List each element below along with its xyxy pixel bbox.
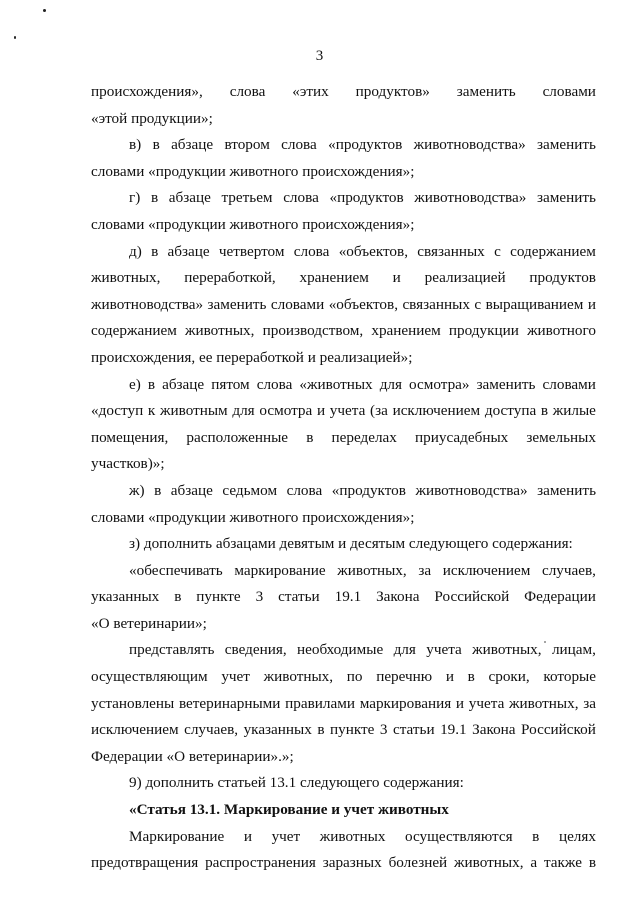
word: статьи	[278, 588, 320, 606]
text-line: происхождения, ее переработкой и реализацией»;	[91, 348, 413, 366]
word: содержанием	[91, 322, 177, 340]
text-line	[91, 398, 596, 425]
word: предотвращения	[91, 854, 199, 872]
word: в	[306, 428, 314, 446]
word: ж)	[129, 481, 145, 499]
word: за	[418, 561, 432, 579]
text-line: «этой продукции»;	[91, 109, 213, 127]
word: седьмом	[222, 481, 278, 499]
word: с	[474, 295, 482, 313]
word: перечню	[376, 668, 433, 686]
word: для	[232, 402, 255, 420]
word: абзаце	[168, 189, 211, 207]
word: установлены	[91, 694, 175, 712]
word: 3	[379, 721, 388, 739]
word: для	[379, 375, 402, 393]
word: заменить	[537, 481, 596, 499]
word: исключением	[91, 721, 179, 739]
word: животных	[319, 827, 386, 845]
word: в	[174, 588, 182, 606]
word: происхождения»,	[91, 83, 203, 100]
word: «объектов,	[338, 242, 408, 260]
word: хранением	[299, 269, 369, 287]
word: Закона	[472, 721, 516, 739]
word: осуществляющим	[91, 668, 208, 686]
word: «доступ	[91, 402, 144, 420]
text-line	[91, 132, 596, 159]
word: «продуктов	[331, 481, 406, 499]
word: приусадебных	[415, 428, 509, 446]
word: животноводства»	[413, 136, 526, 154]
text-line	[91, 691, 596, 718]
word: животноводства»	[414, 189, 527, 207]
word: представлять	[129, 641, 215, 659]
text-line	[91, 664, 596, 691]
word: с	[494, 242, 501, 260]
word: четвертом	[218, 242, 285, 260]
word: 19.1	[334, 588, 362, 606]
text-line	[91, 637, 596, 664]
text-line: «О ветеринарии»;	[91, 614, 207, 632]
text-line: «Статья 13.1. Маркирование и учет животных	[129, 801, 449, 819]
word: необходимые	[297, 641, 384, 659]
word: в	[540, 402, 549, 420]
scan-speck	[43, 9, 46, 12]
word: «продуктов	[328, 136, 403, 154]
word: случаев,	[541, 561, 596, 579]
text-line: словами «продукции животного происхождения»;	[91, 215, 415, 233]
word: связанных	[402, 295, 470, 313]
text-line	[91, 478, 596, 505]
word: Российской	[521, 721, 596, 739]
word: учета	[329, 402, 366, 420]
scan-speck	[14, 36, 16, 39]
text-line	[91, 717, 596, 744]
word: переделах	[331, 428, 397, 446]
word: исключением	[392, 402, 481, 420]
word: животных,	[263, 668, 334, 686]
word: 19.1	[440, 721, 467, 739]
word: целях	[558, 827, 596, 845]
word: маркирование	[234, 561, 326, 579]
word: Маркирование	[129, 827, 225, 845]
word: (за	[370, 402, 388, 420]
word: слова	[256, 375, 293, 393]
word: в	[152, 136, 160, 154]
text-line: участков)»;	[91, 455, 165, 473]
word: за	[583, 694, 596, 712]
text-line: Федерации «О ветеринарии».»;	[91, 747, 294, 765]
word: абзаце	[171, 136, 214, 154]
text-line	[91, 558, 596, 585]
word: переработкой,	[184, 269, 276, 287]
document-body	[91, 79, 596, 877]
word: к	[147, 402, 156, 420]
word: содержанием	[510, 242, 596, 260]
word: животных,	[509, 694, 579, 712]
word: животных,	[91, 269, 161, 287]
word: по	[346, 668, 363, 686]
word: втором	[224, 136, 270, 154]
text-line	[91, 292, 596, 319]
word: животного	[527, 322, 596, 340]
word: пункте	[330, 721, 375, 739]
word: хранением	[371, 322, 441, 340]
word: и	[455, 694, 465, 712]
word: животноводства»	[91, 295, 204, 313]
word: распространения	[205, 854, 316, 872]
word: заменить	[207, 295, 267, 313]
word: указанных	[91, 588, 160, 606]
word: е)	[129, 375, 141, 393]
word: животных,	[184, 322, 255, 340]
word: слова	[286, 481, 323, 499]
word: слова	[229, 83, 266, 100]
word: для	[393, 641, 416, 659]
word: и	[243, 827, 252, 845]
word: д)	[129, 242, 142, 260]
word: болезней	[388, 854, 448, 872]
text-line	[91, 79, 596, 106]
word: г)	[129, 189, 141, 207]
word: указанных	[243, 721, 312, 739]
word: животным	[160, 402, 228, 420]
word: в)	[129, 136, 142, 154]
word: словами	[270, 295, 325, 313]
text-line: з) дополнить абзацами девятым и десятым следующего содержания:	[129, 535, 573, 553]
word: помещения,	[91, 428, 169, 446]
word: животноводства»	[415, 481, 528, 499]
word: правилами	[285, 694, 355, 712]
word: производством,	[262, 322, 364, 340]
word: осуществляются	[405, 827, 513, 845]
word: также	[543, 854, 582, 872]
text-line: 9) дополнить статьей 13.1 следующего содержания:	[129, 774, 464, 792]
word: в	[150, 189, 159, 207]
text-line	[91, 318, 596, 345]
word: в	[154, 481, 162, 499]
word: слова	[281, 136, 317, 154]
word: в	[151, 242, 159, 260]
word: исключением	[442, 561, 531, 579]
text-line	[91, 185, 596, 212]
word: выращиванием	[485, 295, 584, 313]
text-line: словами «продукции животного происхождения»;	[91, 508, 415, 526]
word: случаев,	[184, 721, 239, 739]
word: пункте	[196, 588, 241, 606]
text-line	[91, 824, 596, 851]
word: сроки,	[488, 668, 530, 686]
word: третьем	[221, 189, 273, 207]
word: абзаце	[170, 481, 213, 499]
word: и	[445, 668, 454, 686]
word: пятом	[211, 375, 250, 393]
word: заменить	[456, 83, 516, 100]
word: продуктов	[529, 269, 596, 287]
word: словами	[542, 375, 596, 393]
word: Российской	[434, 588, 510, 606]
word: «объектов,	[328, 295, 398, 313]
word: лицам,	[551, 641, 596, 659]
word: учет	[221, 668, 250, 686]
word: жилые	[552, 402, 596, 420]
word: абзаце	[167, 242, 210, 260]
word: в	[147, 375, 156, 393]
word: слова	[283, 189, 319, 207]
word: статьи	[392, 721, 435, 739]
word: в	[467, 668, 475, 686]
word: животных,	[454, 854, 524, 872]
word: и	[316, 402, 326, 420]
word: реализацией	[424, 269, 506, 287]
word: заменить	[537, 189, 596, 207]
word: осмотра	[259, 402, 313, 420]
word: маркирования	[359, 694, 452, 712]
word: «продуктов	[329, 189, 404, 207]
word: заменить	[537, 136, 596, 154]
word: которые	[543, 668, 596, 686]
page-number: 3	[315, 48, 324, 64]
word: в	[532, 827, 540, 845]
word: продукции	[448, 322, 519, 340]
word: сведения,	[224, 641, 287, 659]
word: учет	[271, 827, 301, 845]
word: животных,	[472, 641, 542, 659]
word: ветеринарными	[178, 694, 281, 712]
word: «обеспечивать	[129, 561, 223, 579]
text-line	[91, 850, 596, 877]
text-line: словами «продукции животного происхождения»;	[91, 162, 415, 180]
text-line	[91, 372, 596, 399]
word: заменить	[476, 375, 536, 393]
word: «этих	[292, 83, 329, 100]
word: Закона	[376, 588, 420, 606]
word: осмотра»	[409, 375, 470, 393]
word: «животных	[299, 375, 373, 393]
text-line	[91, 265, 596, 292]
word: а	[530, 854, 538, 872]
word: слова	[293, 242, 330, 260]
word: продуктов»	[355, 83, 430, 100]
word: в	[588, 854, 596, 872]
word: в	[317, 721, 325, 739]
word: и	[392, 269, 401, 287]
word: связанных	[417, 242, 485, 260]
text-line	[91, 584, 596, 611]
word: словами	[542, 83, 596, 100]
word: учета	[426, 641, 462, 659]
word: животных,	[337, 561, 407, 579]
word: доступа	[484, 402, 537, 420]
word: расположенные	[186, 428, 289, 446]
word: земельных	[526, 428, 596, 446]
text-line	[91, 425, 596, 452]
word: Федерации	[524, 588, 596, 606]
word: 3	[255, 588, 264, 606]
word: абзаце	[162, 375, 205, 393]
word: учета	[468, 694, 505, 712]
word: заразных	[322, 854, 382, 872]
word: и	[587, 295, 596, 313]
text-line	[91, 239, 596, 266]
